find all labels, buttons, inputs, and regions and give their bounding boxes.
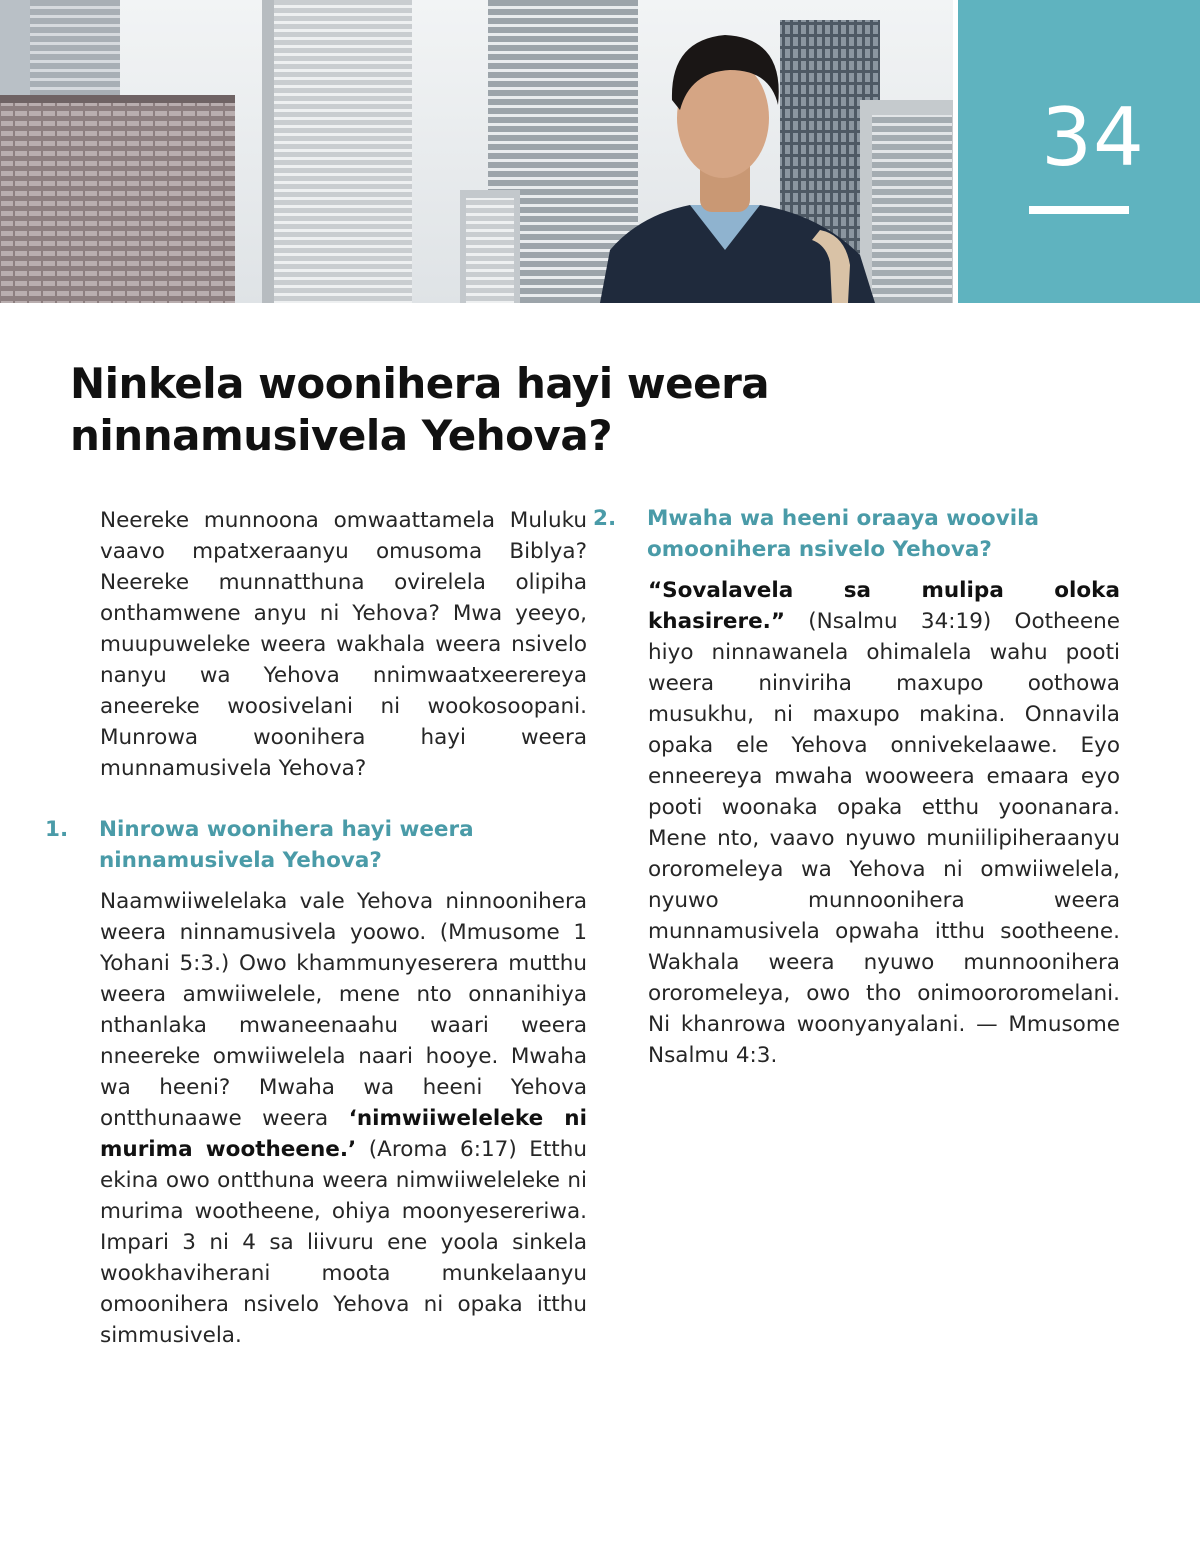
section-1-quote: ‘nimwiiweleleke ni murima wootheene.’ [100,1106,587,1162]
section-2-number: 2. [593,506,617,531]
left-column [45,505,587,1351]
hero-photo [0,0,953,303]
section-2-text-after: (Nsalmu 34:19) Ootheene hiyo ninnawanela ohimalela wahu pooti weera ninviriha maxupo oothowa musukhu, ni maxupo makina. Onnavila opaka ele Yehova onnivekelaawe. Eyo enneereya mwaha wooweera emaara eyo pooti woonaka opaka etthu yoonanara. Mene nto, vaavo nyuwo muniilipiheraanyu ororomeleya wa Yehova ni omwiiwelela, nyuwo munnoonihera weera munnamusivela opwaha itthu sootheene. Wakhala weera nyuwo munnoonihera ororomeleya, owo tho onimoororomelani. Ni khanrowa woonyanyalani. — Mmusome Nsalmu 4:3. [648,609,1120,1068]
intro-paragraph: Neereke munnoona omwaattamela Muluku vaavo mpatxeraanyu omusoma Biblya? Neereke munnatthuna ovirelela olipiha onthamwene anyu ni Yehova? Mwa yeeyo, muupuweleke weera wakhala weera nsivelo nanyu wa Yehova nnimwaatxeerereya aneereke woosivelani ni wookosoopani. Munrowa woonihera hayi weera munnamusivela Yehova? [100,508,587,781]
section-2-heading [593,503,1120,565]
section-1-heading-text: Ninrowa woonihera hayi weera ninnamusivela Yehova? [99,817,474,873]
lesson-number-badge [958,0,1200,303]
title-line-1: Ninkela woonihera hayi weera [70,359,770,408]
section-2-heading-text: Mwaha wa heeni oraaya woovila omoonihera nsivelo Yehova? [647,506,1039,562]
section-2-quote: “Sovalavela sa mulipa oloka khasirere.” [648,578,1120,634]
right-column [593,503,1120,1071]
section-1-paragraph [72,886,587,1351]
title-line-2: ninnamusivela Yehova? [70,411,613,460]
badge-underline [1029,206,1129,214]
section-1-number: 1. [45,817,69,842]
city-skyline-illustration [0,0,953,303]
section-1-text-before: Naamwiiwelelaka vale Yehova ninnoonihera weera ninnamusivela yoowo. (Mmusome 1 Yohani 5:3.) Owo khammunyeserera mutthu weera amwiiwelele, mene nto onnanihiya nthanlaka mwaneenaahu waari weera nneereke omwiiwelela naari hooye. Mwaha wa heeni? Mwaha wa heeni Yehova ontthunaawe weera [100,889,587,1131]
lesson-number: 34 [1041,91,1145,184]
section-1-heading [45,814,587,876]
page-title [70,358,970,462]
section-2-paragraph [620,575,1120,1071]
section-1-text-after: (Aroma 6:17) Etthu ekina owo ontthuna weera nimwiiweleleke ni murima wootheene, ohiya moonyesereriwa. Impari 3 ni 4 sa liivuru ene yoola sinkela wookhaviherani moota munkelaanyu omoonihera nsivelo Yehova ni opaka itthu simmusivela. [100,1137,587,1348]
